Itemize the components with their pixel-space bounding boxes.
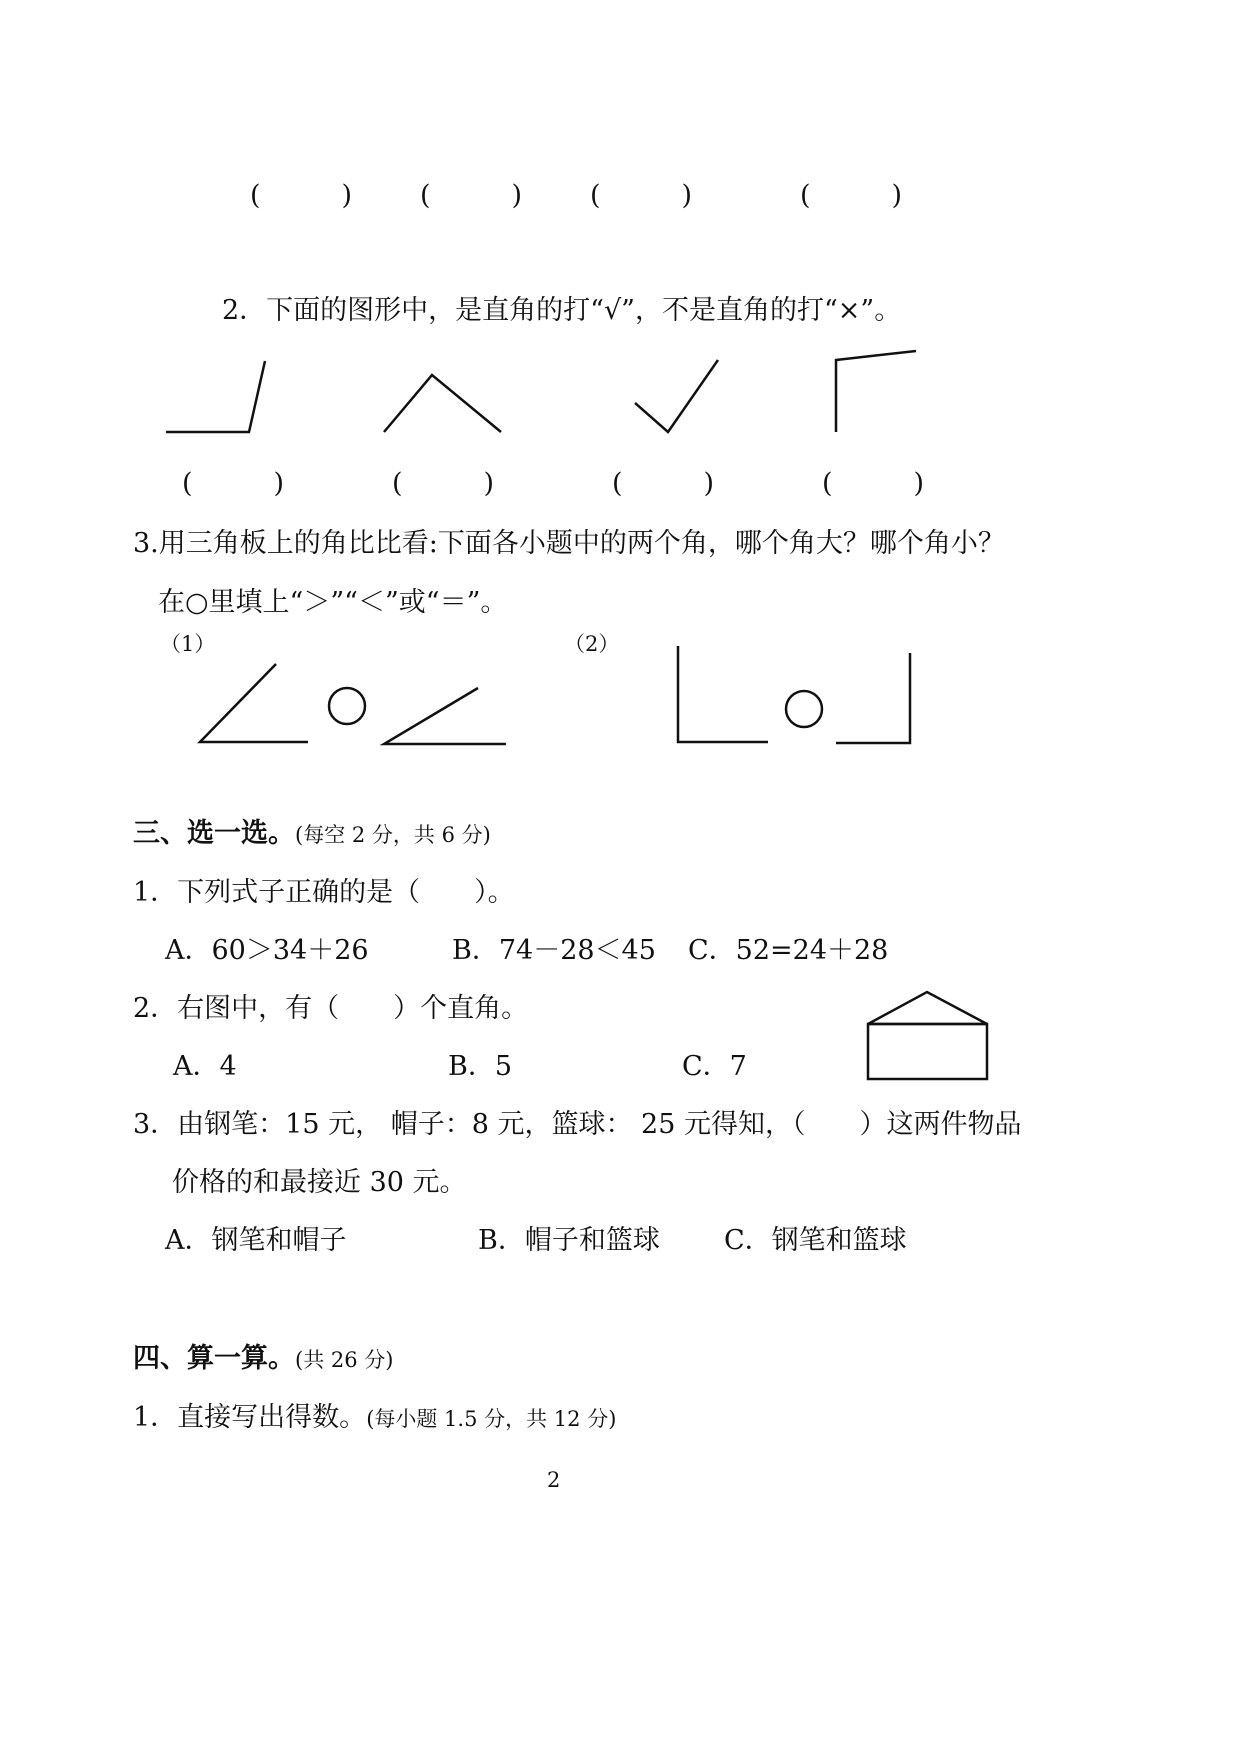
s3-q3-text-line1: 3．由钢笔：15 元， 帽子：8 元，篮球： 25 元得知，（ ）这两件物品 xyxy=(133,1109,1022,1140)
q3-label-2: （2） xyxy=(564,632,620,656)
s4-q1-title xyxy=(133,1404,616,1431)
answer-paren-3[interactable]: ( ) xyxy=(590,180,693,211)
q2-angle-3 xyxy=(635,360,718,432)
q3-1-angle-left xyxy=(200,664,308,742)
s3-q1-text: 1．下列式子正确的是（ ）。 xyxy=(133,877,515,908)
s3-q2-option-a[interactable]: A．4 xyxy=(173,1051,237,1082)
s3-q2-text: 2．右图中，有（ ）个直角。 xyxy=(133,993,529,1024)
page-number: 2 xyxy=(547,1468,561,1492)
house-roof xyxy=(868,992,987,1024)
answer-paren-4[interactable]: ( ) xyxy=(800,180,903,211)
q3-2-angle-left xyxy=(678,646,768,742)
q2-paren-4[interactable]: ( ) xyxy=(822,468,925,499)
q3-1-angle-right xyxy=(384,688,506,744)
section3-heading: 三、选一选。 xyxy=(133,818,295,849)
s3-q1-option-a[interactable]: A．60＞34＋26 xyxy=(165,935,369,966)
q2-angle-1 xyxy=(166,361,265,432)
s3-q3-option-b[interactable]: B．帽子和篮球 xyxy=(478,1225,660,1256)
section3-title xyxy=(133,820,491,847)
q2-paren-2[interactable]: ( ) xyxy=(392,468,495,499)
s3-q1-option-c[interactable]: C．52=24＋28 xyxy=(688,935,889,966)
s3-q2-option-b[interactable]: B．5 xyxy=(448,1051,513,1082)
s3-q3-text-line2: 价格的和最接近 30 元。 xyxy=(172,1167,467,1198)
section4-note: (共 26 分) xyxy=(295,1348,394,1372)
section3-note: (每空 2 分，共 6 分) xyxy=(295,823,491,847)
q3-text-line2: 在○里填上“＞”“＜”或“＝”。 xyxy=(158,587,508,618)
answer-paren-2[interactable]: ( ) xyxy=(420,180,523,211)
house-body xyxy=(868,1024,987,1079)
compare-circle-1 xyxy=(329,688,365,724)
q3-2-angle-right xyxy=(836,653,910,743)
q2-paren-3[interactable]: ( ) xyxy=(612,468,715,499)
section4-heading: 四、算一算。 xyxy=(133,1343,295,1374)
s4-q1-note: (每小题 1.5 分，共 12 分) xyxy=(366,1407,617,1431)
s3-q1-option-b[interactable]: B．74－28＜45 xyxy=(452,935,656,966)
q2-paren-1[interactable]: ( ) xyxy=(182,468,285,499)
q2-angle-2 xyxy=(384,375,501,432)
s3-q3-option-a[interactable]: A．钢笔和帽子 xyxy=(165,1225,347,1256)
compare-circle-2 xyxy=(786,691,822,727)
answer-paren-1[interactable]: ( ) xyxy=(250,180,353,211)
section4-title xyxy=(133,1345,393,1372)
s3-q2-option-c[interactable]: C．7 xyxy=(682,1051,747,1082)
q2-angle-4 xyxy=(836,351,916,432)
q2-text: 2．下面的图形中，是直角的打“√”，不是直角的打“×”。 xyxy=(222,295,902,326)
q3-text-line1: 3.用三角板上的角比比看:下面各小题中的两个角，哪个角大？哪个角小？ xyxy=(133,528,1005,559)
s3-q3-option-c[interactable]: C．钢笔和篮球 xyxy=(724,1225,907,1256)
q3-label-1: （1） xyxy=(160,632,216,656)
s4-q1-text: 1．直接写出得数。 xyxy=(133,1402,367,1433)
